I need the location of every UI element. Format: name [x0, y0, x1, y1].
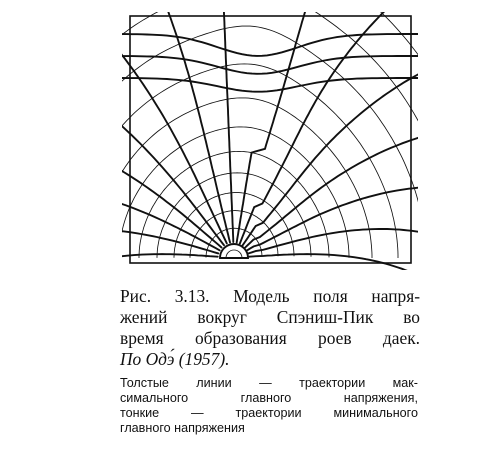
max-stress-line: [245, 133, 418, 247]
caption-line: Рис. 3.13. Модель поля напря-: [120, 286, 420, 306]
max-stress-line: [122, 34, 418, 56]
legend-line: симального главного напряжения,: [120, 391, 418, 405]
max-stress-line: [122, 200, 220, 250]
max-stress-line: [247, 187, 418, 251]
caption-line: время образования роев даек.: [120, 328, 420, 348]
max-stress-line: [249, 229, 419, 253]
max-stress-line: [243, 67, 418, 245]
max-stress-line: [122, 164, 222, 248]
max-stress-line: [122, 56, 418, 74]
legend-line: Толстые линии — траектории мак-: [120, 376, 418, 390]
max-stress-line: [122, 78, 418, 92]
figure-caption: [120, 286, 420, 370]
legend-line: главного напряжения: [120, 421, 245, 435]
min-stress-line: [122, 64, 398, 258]
max-stress-line: [122, 254, 218, 258]
intrusion-core: [226, 250, 242, 258]
maximal-stress-trajectories: [122, 12, 418, 270]
caption-line: жений вокруг Спэниш-Пик во: [120, 307, 420, 327]
legend-line: тонкие — траектории минимального: [120, 406, 418, 420]
max-stress-line: [240, 12, 396, 243]
caption-line: По Одэ́ (1957).: [120, 349, 230, 369]
stress-trajectory-diagram: [122, 12, 418, 270]
max-stress-line: [249, 254, 418, 270]
max-stress-line: [122, 42, 227, 243]
figure-legend: [120, 376, 418, 436]
